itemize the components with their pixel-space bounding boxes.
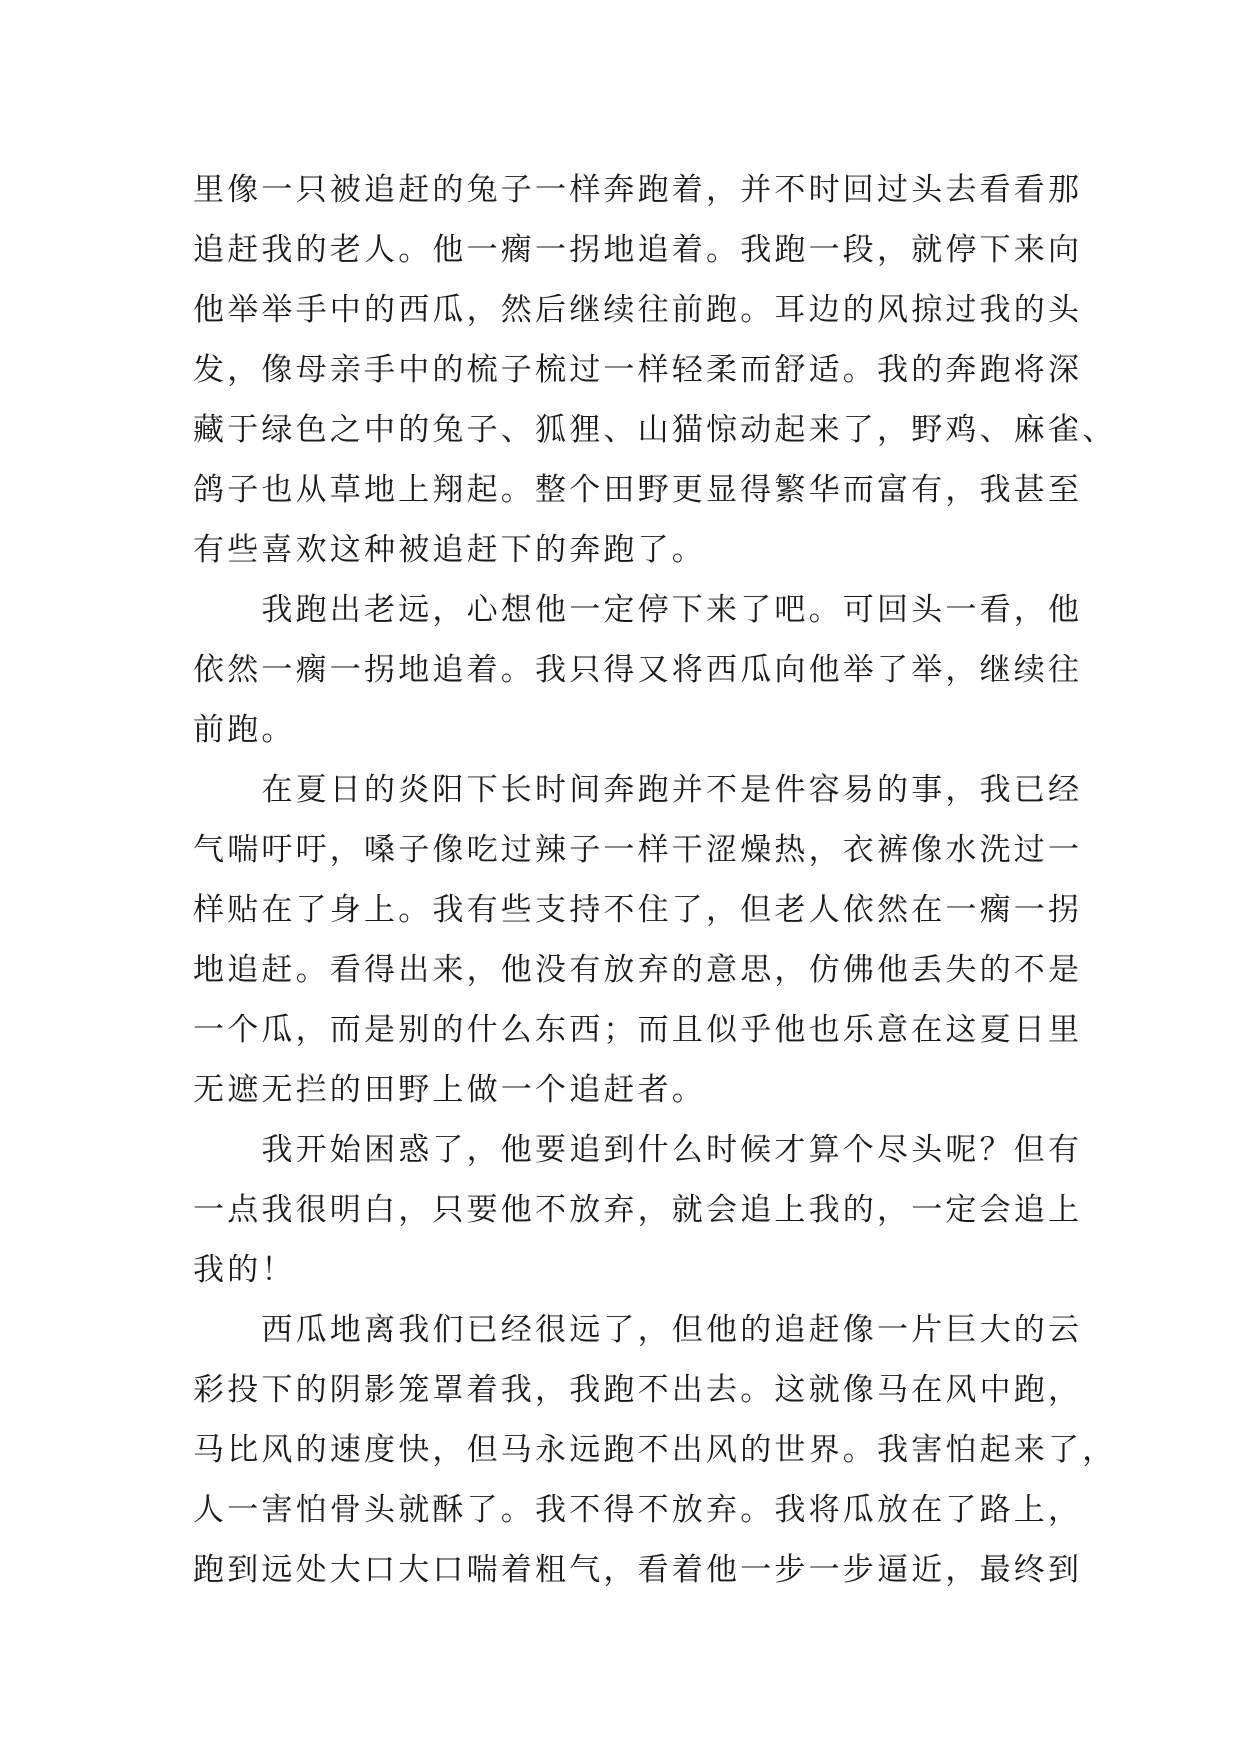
text-line: 里像一只被追赶的兔子一样奔跑着，并不时回过头去看看那 <box>193 172 1083 208</box>
text-line: 我跑出老远，心想他一定停下来了吧。可回头一看，他 <box>193 592 1083 628</box>
text-line: 有些喜欢这种被追赶下的奔跑了。 <box>193 532 706 568</box>
text-line: 藏于绿色之中的兔子、狐狸、山猫惊动起来了，野鸡、麻雀、 <box>193 412 1117 448</box>
text-line: 一点我很明白，只要他不放弃，就会追上我的，一定会追上 <box>193 1192 1083 1228</box>
text-line: 人一害怕骨头就酥了。我不得不放弃。我将瓜放在了路上， <box>193 1492 1083 1528</box>
text-line: 在夏日的炎阳下长时间奔跑并不是件容易的事，我已经 <box>193 772 1083 808</box>
text-line: 依然一瘸一拐地追着。我只得又将西瓜向他举了举，继续往 <box>193 652 1083 688</box>
text-line: 地追赶。看得出来，他没有放弃的意思，仿佛他丢失的不是 <box>193 952 1083 988</box>
text-line: 彩投下的阴影笼罩着我，我跑不出去。这就像马在风中跑， <box>193 1372 1083 1408</box>
text-line: 马比风的速度快，但马永远跑不出风的世界。我害怕起来了， <box>193 1432 1117 1468</box>
text-line: 鸽子也从草地上翔起。整个田野更显得繁华而富有，我甚至 <box>193 472 1083 508</box>
text-line: 他举举手中的西瓜，然后继续往前跑。耳边的风掠过我的头 <box>193 292 1083 328</box>
text-line: 发，像母亲手中的梳子梳过一样轻柔而舒适。我的奔跑将深 <box>193 352 1083 388</box>
text-line: 一个瓜，而是别的什么东西；而且似乎他也乐意在这夏日里 <box>193 1012 1083 1048</box>
text-line: 追赶我的老人。他一瘸一拐地追着。我跑一段，就停下来向 <box>193 232 1083 268</box>
text-line: 气喘吁吁，嗓子像吃过辣子一样干涩燥热，衣裤像水洗过一 <box>193 832 1083 868</box>
text-line: 样贴在了身上。我有些支持不住了，但老人依然在一瘸一拐 <box>193 892 1083 928</box>
text-line: 我开始困惑了，他要追到什么时候才算个尽头呢？但有 <box>193 1132 1083 1168</box>
text-line: 无遮无拦的田野上做一个追赶者。 <box>193 1072 706 1108</box>
text-line: 跑到远处大口大口喘着粗气，看着他一步一步逼近，最终到 <box>193 1552 1083 1588</box>
text-line: 西瓜地离我们已经很远了，但他的追赶像一片巨大的云 <box>193 1312 1083 1348</box>
text-line: 前跑。 <box>193 712 296 748</box>
body-text <box>193 160 1117 1600</box>
text-line: 我的！ <box>193 1252 296 1288</box>
